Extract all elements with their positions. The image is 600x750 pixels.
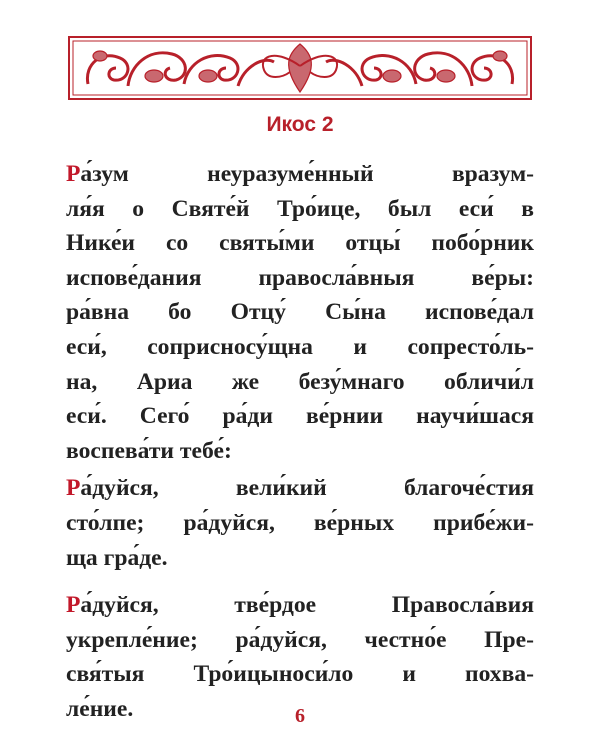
line-text: а́дуйся, тве́рдое Правосла́вия	[80, 592, 534, 619]
paragraph-ikos	[66, 157, 534, 468]
text-line	[66, 588, 534, 623]
text-line: укрепле́ние; ра́дуйся, честно́е Пре-	[66, 626, 534, 653]
text-line: ща гра́де.	[66, 544, 168, 571]
text-line: сто́лпе; ра́дуйся, ве́рных прибе́жи-	[66, 509, 534, 536]
text-line: еси́. Сего́ ра́ди ве́рнии научи́шася	[66, 403, 534, 430]
text-line: на, Ариа же безу́мнаго обличи́л	[66, 368, 534, 395]
ikos-heading: Икос 2	[266, 113, 334, 136]
page-number: 6	[295, 705, 305, 727]
text-line: свя́тыя Тро́ицыноси́ло и похва-	[66, 661, 534, 688]
paragraph-rejoice-1	[66, 471, 534, 575]
text-line	[66, 471, 534, 506]
initial-letter: Р	[66, 475, 81, 502]
text-line	[66, 157, 534, 192]
text-line: Нике́и со святы́ми отцы́ побо́рник	[66, 230, 534, 257]
initial-letter: Р	[66, 161, 81, 187]
ikos-text	[66, 157, 534, 727]
text-line: испове́дания правосла́вныя ве́ры:	[66, 264, 534, 291]
text-line: воспева́ти тебе́:	[66, 437, 232, 464]
line-text: а́дуйся, вели́кий благоче́стия	[80, 475, 534, 502]
line-text: а́зум неуразуме́нный вразум-	[80, 161, 534, 187]
text-line: еси́, соприсносу́щна и сопресто́ль-	[66, 333, 534, 360]
text-line: ле́ние.	[66, 695, 134, 722]
ornamental-header-border	[68, 36, 532, 100]
text-line: ра́вна бо Отцу́ Сы́на испове́дал	[66, 299, 534, 326]
initial-letter: Р	[66, 592, 81, 619]
text-line: ля́я о Святе́й Тро́ице, был еси́ в	[66, 195, 534, 222]
